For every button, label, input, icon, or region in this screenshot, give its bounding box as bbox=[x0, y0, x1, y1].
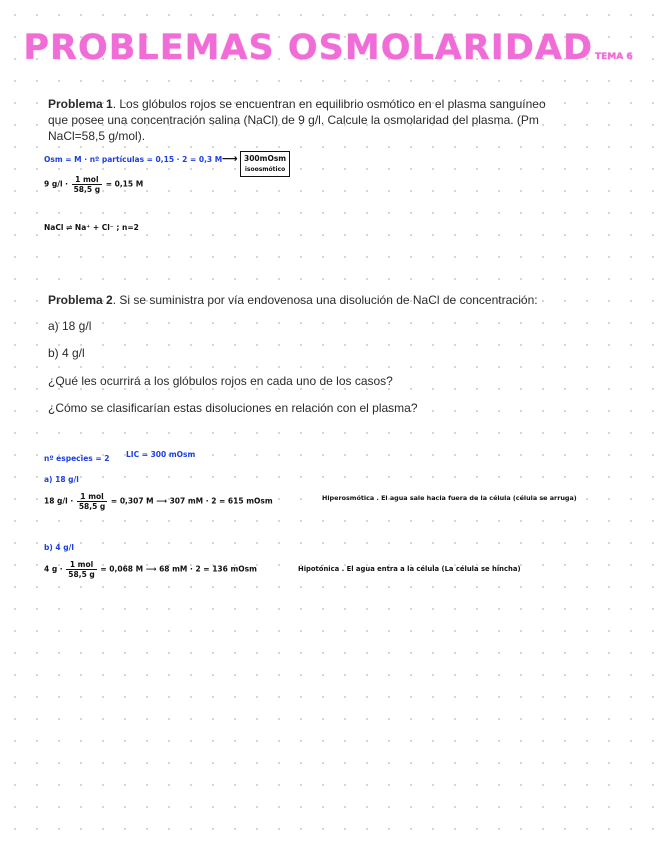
dissociation-equation: NaCl ⇌ Na⁺ + Cl⁻ ; n=2 bbox=[44, 223, 139, 232]
arrow-1: ⟶ bbox=[222, 152, 238, 165]
problem-2-heading: Problema 2 bbox=[48, 293, 113, 307]
result-box-value: 300mOsm bbox=[244, 154, 287, 163]
concentration-calc bbox=[44, 175, 143, 194]
case-a-fraction bbox=[77, 492, 107, 511]
fraction bbox=[72, 175, 102, 194]
case-a-label: a) 18 g/l bbox=[44, 475, 79, 484]
calc-result: = 0,15 M bbox=[105, 179, 144, 189]
calc-lead: 9 g/l · bbox=[44, 179, 68, 189]
case-b-lead: 4 g · bbox=[44, 564, 63, 574]
species-note: nº especies = 2 bbox=[44, 454, 110, 463]
case-b-conclusion: Hipotónica . El agua entra a la célula (La célula se hincha) bbox=[298, 565, 521, 573]
fraction-denominator: 58,5 g bbox=[73, 185, 101, 194]
case-b-calc bbox=[44, 560, 257, 579]
problem-1-text: . Los glóbulos rojos se encuentran en equilibrio osmótico en el plasma sanguíneo que posee una concentración salina (NaCl) de 9 g/l. Calcule la osmolaridad del plasma. (Pm NaCl=58,5 g/mol). bbox=[48, 97, 546, 143]
title-main: PROBLEMAS OSMOLARIDAD bbox=[23, 28, 594, 68]
case-b-computation: = 0,068 M ⟶ 68 mM · 2 = 136 mOsm bbox=[100, 564, 257, 574]
case-b-numerator: 1 mol bbox=[66, 560, 96, 570]
title-tag: TEMA 6 bbox=[595, 52, 633, 62]
result-box bbox=[240, 151, 290, 177]
fraction-numerator: 1 mol bbox=[72, 175, 102, 185]
question-2: ¿Cómo se clasificarían estas disoluciones en relación con el plasma? bbox=[48, 401, 418, 415]
lic-note: LIC = 300 mOsm bbox=[126, 450, 196, 459]
case-b-denominator: 58,5 g bbox=[68, 570, 95, 579]
problem-1-heading: Problema 1 bbox=[48, 97, 113, 111]
case-a-denominator: 58,5 g bbox=[78, 502, 106, 511]
case-a-calc bbox=[44, 492, 273, 511]
option-b: b) 4 g/l bbox=[48, 346, 85, 360]
case-b-fraction bbox=[66, 560, 96, 579]
osm-formula: Osm = M · nº partículas = 0,15 · 2 = 0,3 M bbox=[44, 155, 223, 164]
case-a-lead: 18 g/l · bbox=[44, 496, 74, 506]
problem-2-text: . Si se suministra por vía endovenosa una disolución de NaCl de concentración: bbox=[112, 293, 538, 307]
case-a-conclusion: Hiperosmótica . El agua sale hacia fuera de la célula (célula se arruga) bbox=[322, 494, 577, 502]
problem-1-statement bbox=[48, 96, 558, 144]
result-box-label: isoosmótico bbox=[244, 166, 286, 173]
problem-2-statement bbox=[48, 292, 568, 308]
case-a-computation: = 0,307 M ⟶ 307 mM · 2 = 615 mOsm bbox=[110, 496, 273, 506]
question-1: ¿Qué les ocurrirá a los glóbulos rojos en cada uno de los casos? bbox=[48, 374, 393, 388]
case-b-label: b) 4 g/l bbox=[44, 543, 74, 552]
option-a: a) 18 g/l bbox=[48, 319, 92, 333]
page-title bbox=[0, 28, 656, 68]
case-a-numerator: 1 mol bbox=[77, 492, 107, 502]
